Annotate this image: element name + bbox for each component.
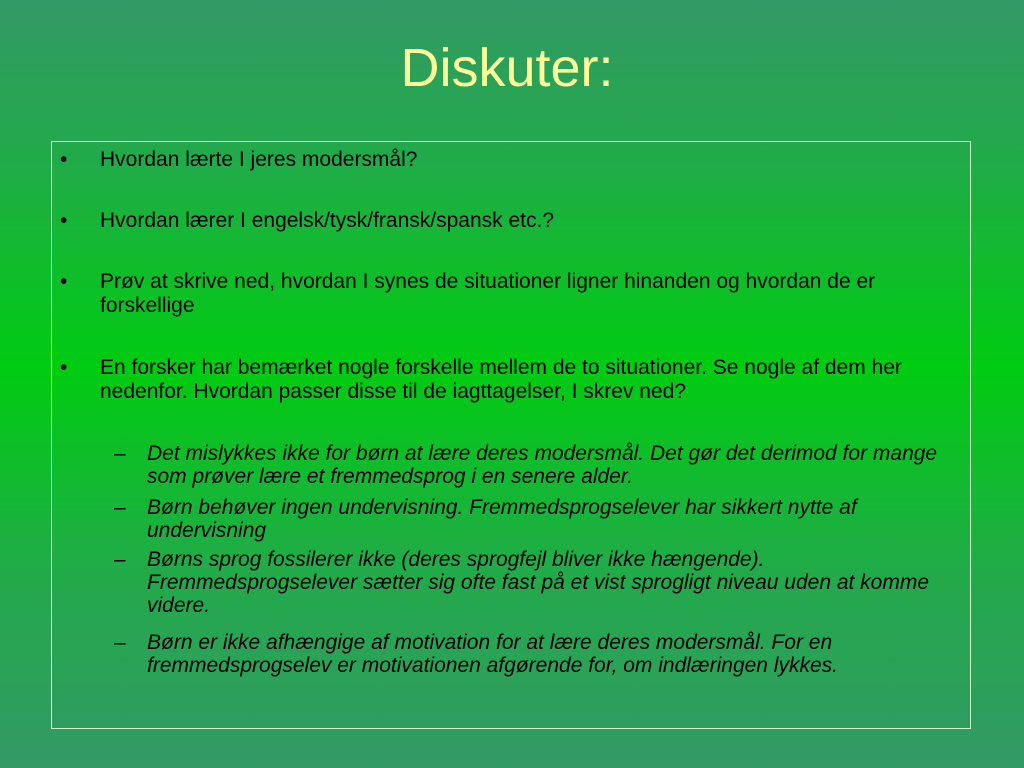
sub-bullet-item-4 — [52, 631, 952, 677]
sub-bullet-text: Børn behøver ingen undervisning. Fremmedsprogselever har sikkert nytte af undervisning — [147, 496, 857, 542]
bullet-marker: • — [60, 209, 68, 232]
content-box — [51, 141, 971, 729]
sub-bullet-item-1 — [52, 442, 952, 488]
bullet-item-3 — [52, 270, 952, 318]
sub-bullet-marker: – — [114, 442, 126, 465]
bullet-text: Hvordan lærer I engelsk/tysk/fransk/spansk etc.? — [100, 209, 555, 232]
sub-bullet-marker: – — [114, 496, 126, 519]
bullet-marker: • — [60, 270, 68, 293]
sub-bullet-text: Det mislykkes ikke for børn at lære deres modersmål. Det gør det derimod for mange som prøver lære et fremmedsprog i en senere alder. — [147, 442, 938, 488]
sub-bullet-marker: – — [114, 548, 126, 571]
bullet-text: En forsker har bemærket nogle forskelle mellem de to situationer. Se nogle af dem her nedenfor. Hvordan passer disse til de iagttagelser, I skrev ned? — [100, 356, 902, 403]
sub-bullet-text: Børns sprog fossilerer ikke (deres sprogfejl bliver ikke hængende). Fremmedsprogselever sætter sig ofte fast på et vist sprogligt niveau uden at komme videre. — [147, 548, 930, 617]
bullet-item-2 — [52, 209, 952, 233]
bullet-text: Prøv at skrive ned, hvordan I synes de situationer ligner hinanden og hvordan de er forskellige — [100, 270, 876, 317]
sub-bullet-item-3 — [52, 548, 952, 617]
bullet-marker: • — [60, 356, 68, 379]
sub-bullet-item-2 — [52, 496, 952, 542]
bullet-item-4 — [52, 356, 952, 404]
sub-bullet-marker: – — [114, 631, 126, 654]
bullet-marker: • — [60, 148, 68, 171]
sub-bullet-text: Børn er ikke afhængige af motivation for at lære deres modersmål. For en fremmedsprogselev er motivationen afgørende for, om indlæringen lykkes. — [147, 631, 838, 677]
bullet-item-1 — [52, 148, 952, 172]
slide-title: Diskuter: — [400, 38, 614, 98]
bullet-text: Hvordan lærte I jeres modersmål? — [100, 148, 418, 171]
